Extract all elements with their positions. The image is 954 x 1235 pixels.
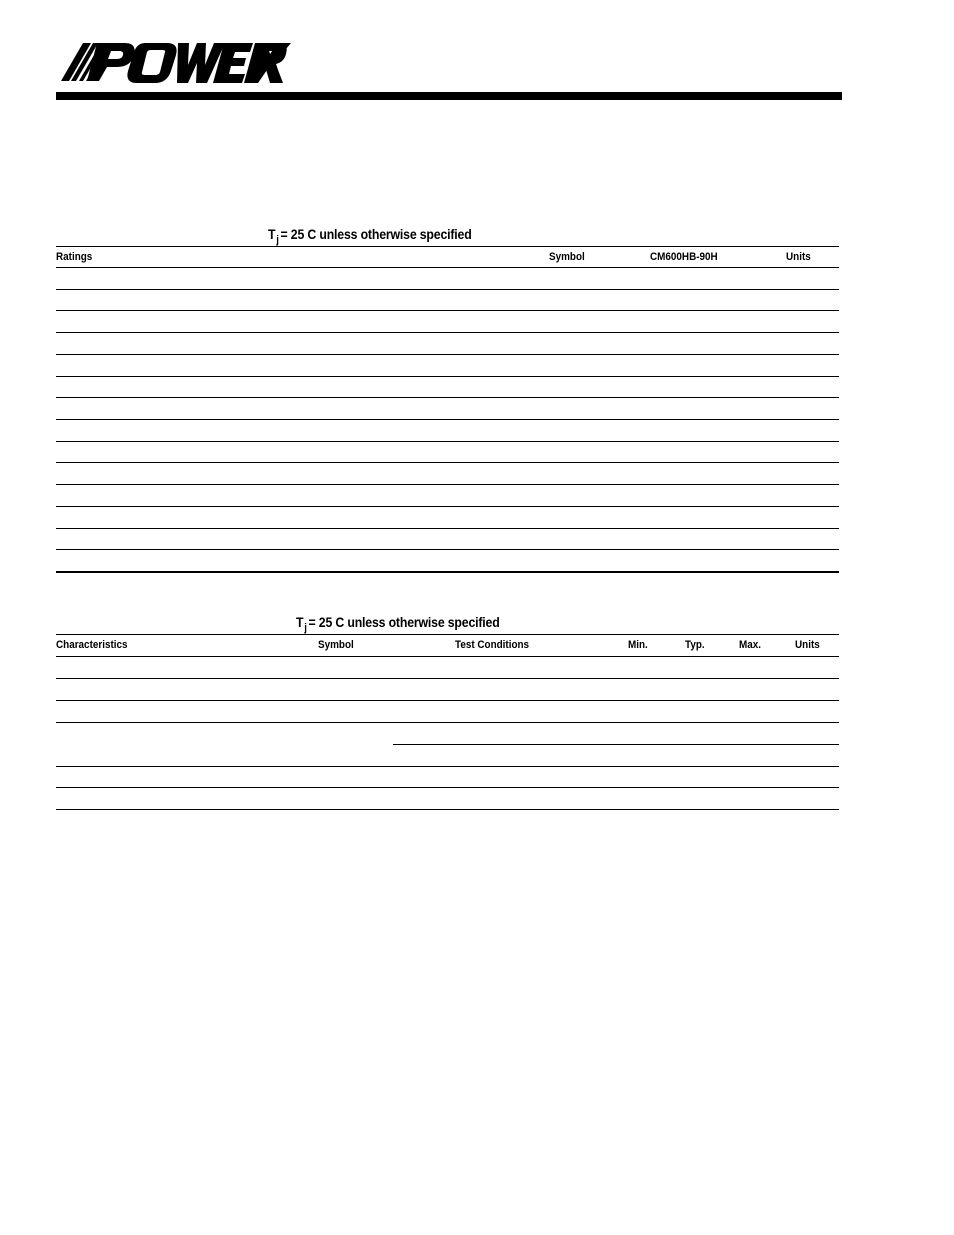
table-row-rule (56, 441, 839, 442)
ratings-table-condition: $T_j = 25$ C unless otherwise specified (268, 226, 472, 246)
part-number-header: CM600HB-90H (650, 251, 718, 263)
characteristics-table-top-rule (56, 634, 839, 635)
ratings-header-rule (56, 267, 839, 268)
ratings-header: Ratings (56, 251, 93, 263)
header-rule (56, 92, 842, 100)
table-row-rule (56, 376, 839, 377)
ratings-table-top-rule (56, 246, 839, 247)
table-row-rule (56, 787, 839, 788)
symbol-header: Symbol (318, 639, 354, 651)
ratings-table-bottom-rule (56, 571, 839, 573)
table-row-rule (56, 506, 839, 507)
table-row-rule (56, 549, 839, 550)
table-row-rule (56, 354, 839, 355)
characteristics-header: Characteristics (56, 639, 128, 651)
table-row-rule (56, 484, 839, 485)
table-row-rule (56, 332, 839, 333)
table-row-rule (56, 419, 839, 420)
table-row-rule (56, 462, 839, 463)
max-header: Max. (739, 639, 762, 651)
powerex-logo (57, 41, 292, 87)
units-header: Units (795, 639, 820, 651)
test-conditions-header: Test Conditions (455, 639, 530, 651)
table-row-rule (56, 289, 839, 290)
min-header: Min. (628, 639, 648, 651)
table-row-rule (56, 310, 839, 311)
typ-header: Typ. (685, 639, 705, 651)
table-row-rule (393, 744, 839, 745)
units-header: Units (786, 251, 811, 263)
table-row-rule (56, 678, 839, 679)
table-row-rule (56, 397, 839, 398)
symbol-header: Symbol (549, 251, 585, 263)
characteristics-header-rule (56, 656, 839, 657)
table-row-rule (56, 722, 839, 723)
table-row-rule (56, 809, 839, 810)
characteristics-table-condition: $T_j = 25$ C unless otherwise specified (296, 614, 500, 634)
table-row-rule (56, 766, 839, 767)
table-row-rule (56, 700, 839, 701)
table-row-rule (56, 528, 839, 529)
